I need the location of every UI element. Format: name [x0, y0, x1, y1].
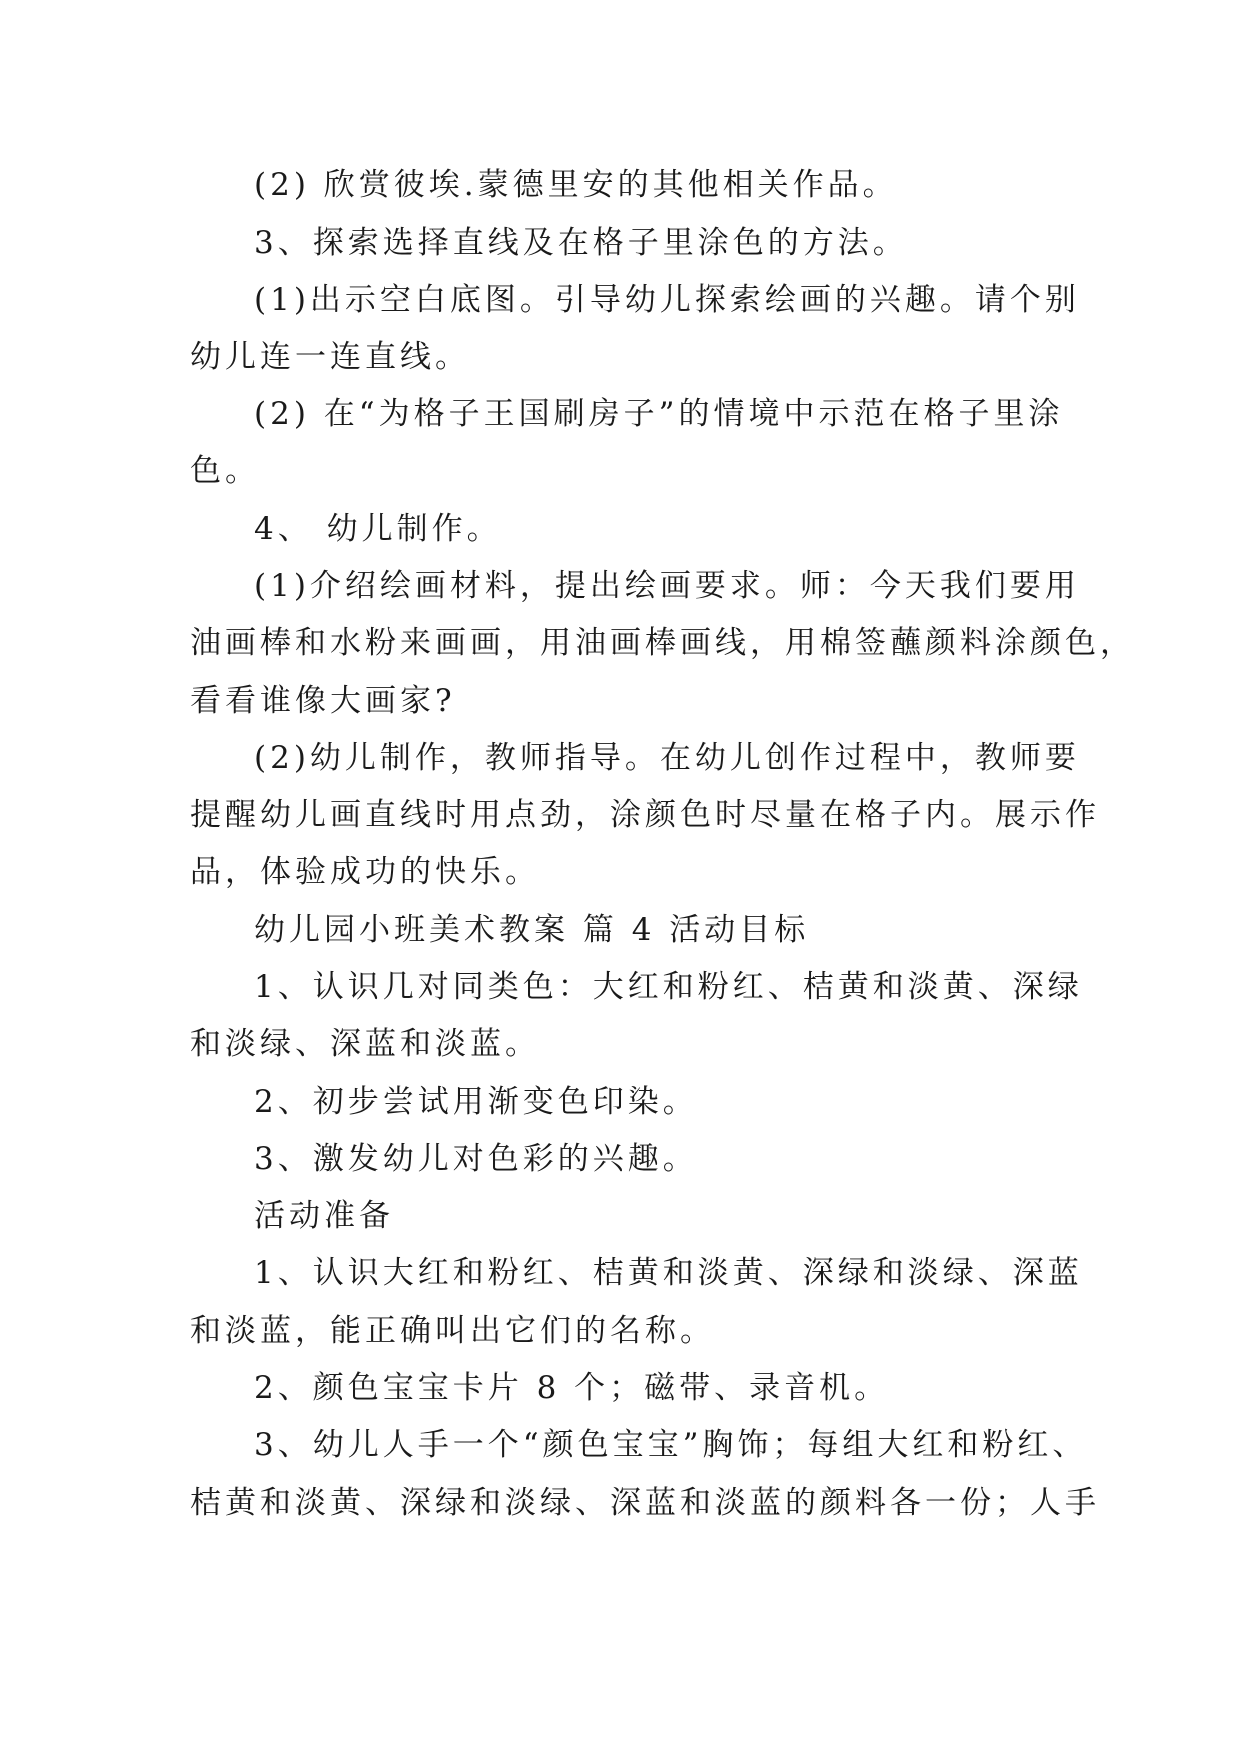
text-line: 看看谁像大画家?	[190, 683, 456, 719]
text-line: 提醒幼儿画直线时用点劲，涂颜色时尽量在格子内。展示作	[190, 797, 1100, 833]
text-line: 品，体验成功的快乐。	[190, 854, 540, 890]
text-line: 幼儿连一连直线。	[190, 339, 470, 375]
text-line: (2) 在“为格子王国刷房子”的情境中示范在格子里涂	[254, 396, 1064, 432]
text-line: (1)介绍绘画材料，提出绘画要求。师：今天我们要用	[254, 568, 1080, 604]
section-heading: 幼儿园小班美术教案 篇 4 活动目标	[254, 912, 810, 948]
text-line: 桔黄和淡黄、深绿和淡绿、深蓝和淡蓝的颜料各一份；人手	[190, 1485, 1100, 1521]
text-line: 4、 幼儿制作。	[254, 511, 502, 547]
text-line: 3、探索选择直线及在格子里涂色的方法。	[254, 225, 908, 261]
text-line: 油画棒和水粉来画画，用油画棒画线，用棉签蘸颜料涂颜色，	[190, 625, 1135, 661]
text-line: 1、认识几对同类色：大红和粉红、桔黄和淡黄、深绿	[254, 969, 1083, 1005]
section-heading: 活动准备	[254, 1198, 394, 1234]
text-line: 和淡蓝，能正确叫出它们的名称。	[190, 1313, 715, 1349]
text-line: 和淡绿、深蓝和淡蓝。	[190, 1026, 540, 1062]
text-line: (2)幼儿制作，教师指导。在幼儿创作过程中，教师要	[254, 740, 1080, 776]
text-line: 1、认识大红和粉红、桔黄和淡黄、深绿和淡绿、深蓝	[254, 1255, 1083, 1291]
text-line: 2、颜色宝宝卡片 8 个；磁带、录音机。	[254, 1370, 890, 1406]
text-line: 3、幼儿人手一个“颜色宝宝”胸饰；每组大红和粉红、	[254, 1427, 1088, 1463]
text-line: 2、初步尝试用渐变色印染。	[254, 1084, 698, 1120]
text-line: (1)出示空白底图。引导幼儿探索绘画的兴趣。请个别	[254, 282, 1080, 318]
text-line: 色。	[190, 453, 260, 489]
text-line: 3、激发幼儿对色彩的兴趣。	[254, 1141, 698, 1177]
text-line: (2) 欣赏彼埃.蒙德里安的其他相关作品。	[254, 167, 898, 203]
